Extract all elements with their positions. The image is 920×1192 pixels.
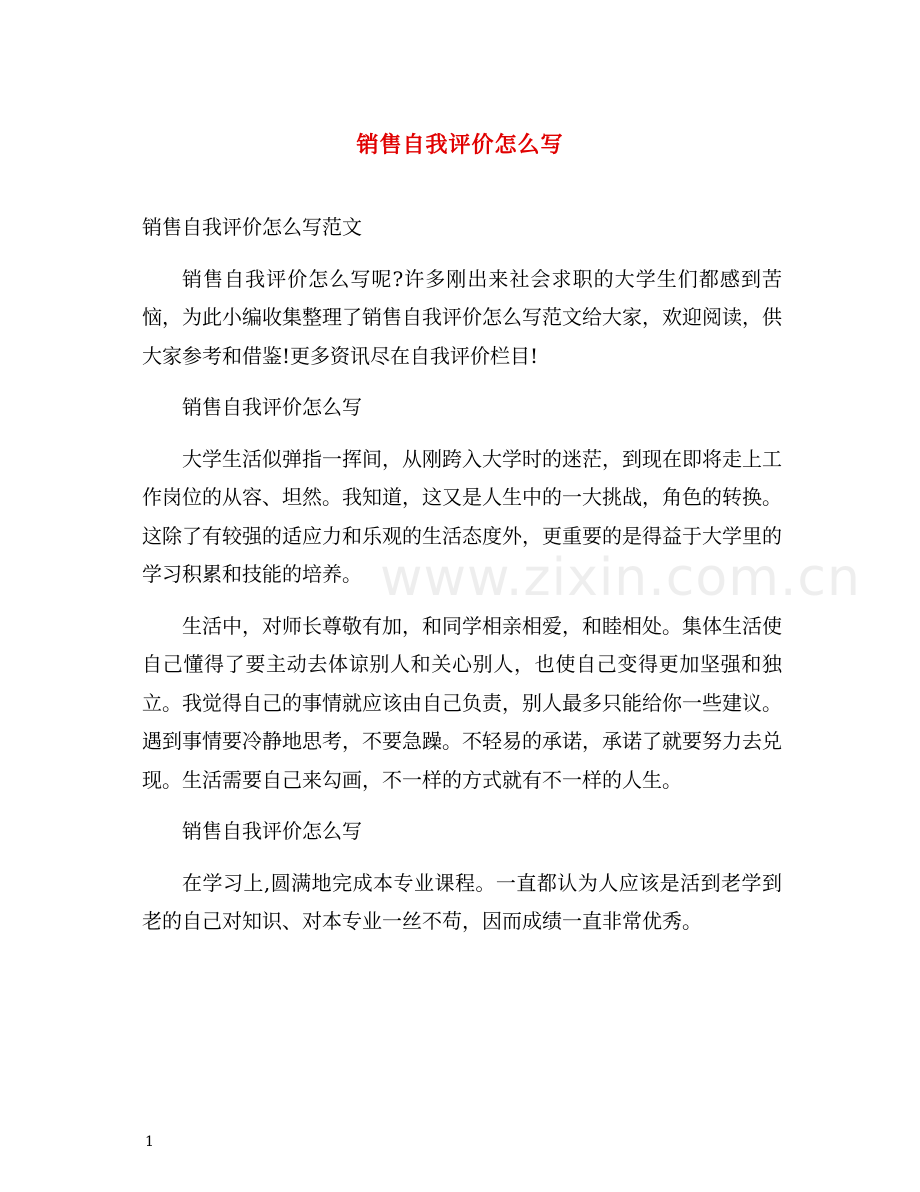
- body-paragraph: 在学习上,圆满地完成本专业课程。一直都认为人应该是活到老学到老的自己对知识、对本专业一丝不苟，因而成绩一直非常优秀。: [142, 870, 782, 933]
- document-body: [142, 208, 782, 954]
- section-heading: 销售自我评价怎么写: [182, 819, 362, 843]
- page-number: 1: [145, 1134, 154, 1150]
- watermark-text: www.zixin.com.cn: [380, 548, 861, 608]
- body-paragraph: 生活中，对师长尊敬有加，和同学相亲相爱，和睦相处。集体生活使自己懂得了要主动去体谅别人和关心别人，也使自己变得更加坚强和独立。我觉得自己的事情就应该由自己负责，别人最多只能给你一些建议。遇到事情要冷静地思考，不要急躁。不轻易的承诺，承诺了就要努力去兑现。生活需要自己来勾画，不一样的方式就有不一样的人生。: [142, 613, 782, 792]
- intro-paragraph: 销售自我评价怎么写呢?许多刚出来社会求职的大学生们都感到苦恼，为此小编收集整理了销售自我评价怎么写范文给大家，欢迎阅读，供大家参考和借鉴!更多资讯尽在自我评价栏目!: [142, 266, 782, 368]
- document-subtitle: 销售自我评价怎么写范文: [142, 215, 362, 239]
- section-heading: 销售自我评价怎么写: [182, 395, 362, 419]
- document-title: 销售自我评价怎么写: [356, 132, 564, 158]
- body-paragraph: 大学生活似弹指一挥间，从刚跨入大学时的迷茫，到现在即将走上工作岗位的从容、坦然。我知道，这又是人生中的一大挑战，角色的转换。这除了有较强的适应力和乐观的生活态度外，更重要的是得益于大学里的学习积累和技能的培养。: [142, 446, 782, 586]
